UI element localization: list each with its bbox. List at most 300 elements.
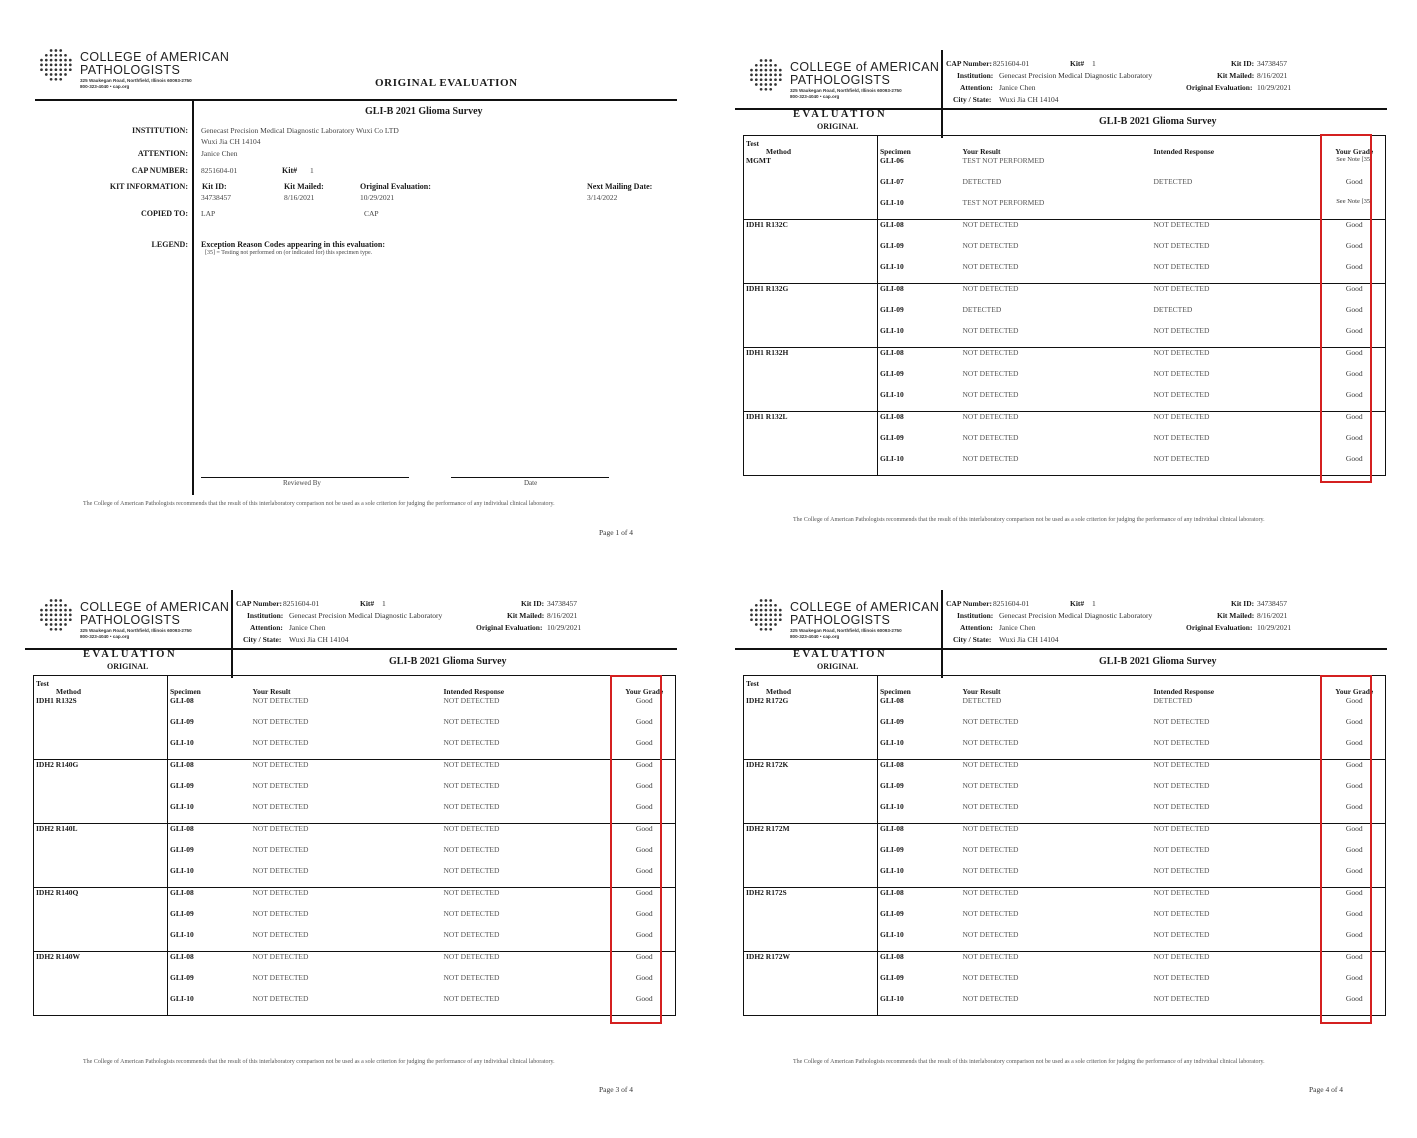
method-cell [744, 177, 878, 198]
grade-highlight-box [610, 675, 662, 1024]
page-3 [25, 590, 685, 1138]
method-cell [744, 198, 878, 220]
logo-dot [69, 68, 72, 71]
table-row [34, 802, 676, 824]
logo-dot [760, 618, 763, 621]
logo-dot [55, 609, 58, 612]
logo-dot [55, 628, 58, 631]
specimen-cell: GLI-10 [878, 390, 955, 412]
kit-id-value: 34738457 [201, 193, 231, 202]
grade-cell: Good [635, 696, 653, 705]
logo-dot [769, 78, 772, 81]
logo-dot [755, 83, 758, 86]
logo-dot [50, 73, 53, 76]
method-cell: IDH2 R172M [744, 824, 878, 846]
result-cell: NOT DETECTED [962, 781, 1019, 790]
logo-dot [760, 78, 763, 81]
logo-dot [774, 609, 777, 612]
intended-cell: NOT DETECTED [443, 717, 500, 726]
logo-dot [55, 68, 58, 71]
specimen-cell: GLI-09 [878, 305, 955, 326]
cap-number-value: 8251604-01 [993, 59, 1030, 68]
page-2 [735, 50, 1395, 598]
city-state-value: Wuxi Jia CH 14104 [289, 635, 349, 644]
result-cell: NOT DETECTED [252, 930, 309, 939]
logo-name-line2: PATHOLOGISTS [80, 63, 181, 77]
intended-cell: NOT DETECTED [1153, 262, 1210, 271]
intended-cell: NOT DETECTED [1152, 220, 1324, 242]
intended-cell: NOT DETECTED [442, 952, 614, 974]
method-cell [744, 262, 878, 284]
grade-cell: Good [1324, 760, 1386, 782]
method-cell [34, 781, 168, 802]
original-subtitle: ORIGINAL [817, 122, 859, 131]
specimen-cell: GLI-08 [878, 760, 955, 782]
logo-dot [765, 614, 768, 617]
method-cell [744, 973, 878, 994]
city-state-label: City / State: [953, 95, 992, 104]
page-title: ORIGINAL EVALUATION [375, 77, 518, 89]
method-cell: IDH2 R140G [34, 760, 168, 782]
table-row [34, 930, 676, 952]
logo-dot [55, 49, 58, 52]
header-divider [231, 590, 233, 678]
table-row [744, 305, 1386, 326]
institution-label: Institution: [957, 611, 994, 620]
logo-dot [765, 69, 768, 72]
next-mailing-label: Next Mailing Date: [587, 182, 653, 191]
specimen-cell: GLI-08 [878, 952, 955, 974]
logo-dot [50, 49, 53, 52]
results-table [33, 675, 676, 1016]
grade-cell: Good [1345, 973, 1363, 982]
logo-dot [59, 614, 62, 617]
table-row [744, 717, 1386, 738]
col-your-result: Your Result [252, 687, 291, 696]
results-table [743, 135, 1386, 476]
intended-cell: NOT DETECTED [443, 866, 500, 875]
table-row [744, 284, 1386, 306]
specimen-cell: GLI-08 [168, 696, 245, 717]
specimen-cell: GLI-09 [878, 433, 955, 454]
table-row [744, 781, 1386, 802]
result-cell: TEST NOT PERFORMED [962, 198, 1045, 207]
original-evaluation-label: Original Evaluation: [1186, 83, 1253, 92]
result-cell: NOT DETECTED [962, 241, 1019, 250]
result-cell: NOT DETECTED [252, 717, 309, 726]
intended-cell: NOT DETECTED [1153, 454, 1210, 463]
logo-dot [59, 609, 62, 612]
survey-title: GLI-B 2021 Glioma Survey [1099, 656, 1217, 667]
specimen-cell: GLI-10 [878, 930, 955, 952]
grade-cell: See Note [35] [1336, 198, 1373, 205]
intended-cell: NOT DETECTED [1153, 717, 1210, 726]
grade-cell: Good [1345, 781, 1363, 790]
institution-value: Genecast Precision Medical Diagnostic Laboratory [289, 611, 443, 620]
address-line1: 325 Waukegan Road, Northfield, Illinois 60093-2750 [80, 78, 192, 83]
logo-dot [45, 68, 48, 71]
col-your-grade: Your Grade [1335, 147, 1374, 156]
logo-dot [55, 599, 58, 602]
logo-dot [765, 623, 768, 626]
table-row [744, 262, 1386, 284]
legend-title: Exception Reason Codes appearing in this evaluation: [201, 240, 386, 249]
table-row [34, 760, 676, 782]
original-subtitle: ORIGINAL [817, 662, 859, 671]
specimen-cell: GLI-09 [878, 369, 955, 390]
logo-dot [755, 614, 758, 617]
logo-dot [55, 54, 58, 57]
specimen-cell: GLI-09 [168, 845, 245, 866]
kit-id-value: 34738457 [1257, 59, 1287, 68]
legend-item: [35] = Testing not performed on (or indicated for) this specimen type. [205, 250, 373, 256]
kit-mailed-value: 8/16/2021 [547, 611, 578, 620]
logo-address [80, 628, 192, 640]
logo-dot [50, 59, 53, 62]
survey-title: GLI-B 2021 Glioma Survey [389, 656, 507, 667]
logo-name-line1: COLLEGE of AMERICAN [790, 60, 940, 74]
intended-cell: NOT DETECTED [443, 930, 500, 939]
original-subtitle: ORIGINAL [107, 662, 149, 671]
logo-name-line2: PATHOLOGISTS [80, 613, 181, 627]
logo-dot [40, 618, 43, 621]
table-row [34, 866, 676, 888]
logo-dot [769, 628, 772, 631]
col-intended-response: Intended Response [443, 687, 505, 696]
logo-dot [55, 64, 58, 67]
logo-dot [64, 609, 67, 612]
specimen-cell: GLI-09 [168, 973, 245, 994]
intended-cell: NOT DETECTED [1152, 760, 1324, 782]
col-your-grade: Your Grade [1335, 687, 1374, 696]
logo-dot [59, 78, 62, 81]
logo-dot [45, 609, 48, 612]
result-cell: NOT DETECTED [955, 412, 1152, 434]
address-line1: 325 Waukegan Road, Northfield, Illinois 60093-2750 [790, 628, 902, 633]
header-rule [35, 99, 677, 101]
col-intended-response: Intended Response [1153, 147, 1215, 156]
logo-dot [755, 609, 758, 612]
col-method-label: Method [766, 687, 791, 696]
logo-dot [64, 604, 67, 607]
address-line2: 800-323-4040 • cap.org [80, 634, 130, 639]
logo-dot [59, 68, 62, 71]
logo-dot [779, 74, 782, 77]
table-row [34, 717, 676, 738]
table-row [34, 845, 676, 866]
specimen-cell: GLI-09 [878, 241, 955, 262]
table-row [34, 909, 676, 930]
intended-cell: NOT DETECTED [1153, 802, 1210, 811]
specimen-cell: GLI-08 [878, 348, 955, 370]
intended-cell: DETECTED [1153, 177, 1193, 186]
page-number: Page 1 of 4 [599, 528, 633, 537]
copied-to-cap: CAP [364, 209, 379, 218]
logo-dot [64, 623, 67, 626]
logo-dot [59, 64, 62, 67]
logo-dot [760, 599, 763, 602]
logo-dot [64, 64, 67, 67]
grade-cell: Good [635, 909, 653, 918]
logo-name-line1: COLLEGE of AMERICAN [80, 600, 230, 614]
result-cell: DETECTED [962, 696, 1002, 705]
table-row [34, 994, 676, 1016]
specimen-cell: GLI-09 [878, 909, 955, 930]
original-evaluation-value: 10/29/2021 [1257, 623, 1292, 632]
result-cell: NOT DETECTED [962, 994, 1019, 1003]
kit-mailed-label: Kit Mailed: [284, 182, 324, 191]
col-test-method [744, 676, 878, 697]
address-line1: 325 Waukegan Road, Northfield, Illinois 60093-2750 [790, 88, 902, 93]
logo-dot [69, 64, 72, 67]
attention-label: Attention: [960, 623, 993, 632]
kit-label: Kit# [1070, 59, 1085, 68]
method-cell: IDH2 R172K [744, 760, 878, 782]
intended-cell: NOT DETECTED [1153, 973, 1210, 982]
page-4 [735, 590, 1395, 1138]
logo-dot [769, 59, 772, 62]
logo-dot [750, 614, 753, 617]
logo-dot [55, 59, 58, 62]
logo-dot [50, 609, 53, 612]
logo-name-line2: PATHOLOGISTS [790, 613, 891, 627]
specimen-cell: GLI-08 [878, 220, 955, 242]
intended-cell: NOT DETECTED [1153, 909, 1210, 918]
specimen-cell: GLI-10 [878, 738, 955, 760]
logo-dot [50, 64, 53, 67]
cap-number-value: 8251604-01 [201, 166, 238, 175]
logo-dot [40, 64, 43, 67]
grade-cell: Good [1324, 952, 1386, 974]
logo-dot [765, 599, 768, 602]
method-cell: IDH2 R172G [746, 696, 789, 705]
col-specimen: Specimen [168, 676, 245, 697]
logo-dot [750, 618, 753, 621]
intended-cell: NOT DETECTED [1153, 369, 1210, 378]
grade-cell: Good [614, 824, 676, 846]
col-specimen: Specimen [878, 676, 955, 697]
disclaimer: The College of American Pathologists recommends that the result of this interlaboratory comparison not be used as a sole criterion for judging the performance of any individual clinical laboratory. [793, 1059, 1265, 1065]
specimen-cell: GLI-10 [878, 802, 955, 824]
evaluation-title: EVALUATION [83, 649, 178, 660]
logo-dot [769, 83, 772, 86]
logo-dot [55, 614, 58, 617]
logo-dot [774, 74, 777, 77]
evaluation-title: EVALUATION [793, 649, 888, 660]
logo-dot [40, 59, 43, 62]
grade-cell: Good [1324, 412, 1386, 434]
result-cell: NOT DETECTED [955, 348, 1152, 370]
specimen-cell: GLI-10 [878, 994, 955, 1016]
logo-dot [760, 59, 763, 62]
cap-logo [749, 598, 949, 642]
kit-mailed-label: Kit Mailed: [507, 611, 545, 620]
city-state-value: Wuxi Jia CH 14104 [999, 635, 1059, 644]
intended-cell: NOT DETECTED [1153, 845, 1210, 854]
logo-dot [774, 623, 777, 626]
logo-dot [760, 64, 763, 67]
address-line1: 325 Waukegan Road, Northfield, Illinois 60093-2750 [80, 628, 192, 633]
table-header-row [34, 676, 676, 697]
kit-label: Kit# [1070, 599, 1085, 608]
page-number: Page 3 of 4 [599, 1085, 633, 1094]
grade-cell: Good [635, 717, 653, 726]
result-cell: NOT DETECTED [252, 696, 309, 705]
logo-dot [69, 618, 72, 621]
logo-dot [55, 604, 58, 607]
method-cell [744, 433, 878, 454]
logo-dot [760, 614, 763, 617]
intended-cell: NOT DETECTED [1152, 824, 1324, 846]
logo-address [790, 88, 902, 100]
logo-dot [64, 618, 67, 621]
method-cell: IDH2 R172W [744, 952, 878, 974]
disclaimer: The College of American Pathologists recommends that the result of this interlaboratory comparison not be used as a sole criterion for judging the performance of any individual clinical laboratory. [793, 517, 1265, 523]
kit-id-value: 34738457 [1257, 599, 1287, 608]
kit-mailed-label: Kit Mailed: [1217, 611, 1255, 620]
grade-cell: Good [1345, 369, 1363, 378]
grade-cell: Good [1345, 177, 1363, 186]
logo-dot [760, 623, 763, 626]
grade-cell: Good [1345, 433, 1363, 442]
specimen-cell: GLI-08 [168, 760, 245, 782]
logo-dot [50, 628, 53, 631]
logo-dot [765, 88, 768, 91]
grade-cell: Good [1324, 824, 1386, 846]
table-row [34, 781, 676, 802]
result-cell: NOT DETECTED [245, 888, 442, 910]
institution-line2: Wuxi Jia CH 14104 [201, 137, 261, 146]
result-cell: NOT DETECTED [252, 866, 309, 875]
logo-name-line1: COLLEGE of AMERICAN [80, 50, 230, 64]
logo-dot [779, 78, 782, 81]
kit-label: Kit# [282, 166, 298, 175]
logo-address [80, 78, 192, 90]
table-row [744, 198, 1386, 220]
kit-label: Kit# [360, 599, 375, 608]
method-cell: IDH1 R132L [744, 412, 878, 434]
specimen-cell: GLI-09 [168, 781, 245, 802]
cap-number-label: CAP Number: [236, 599, 283, 608]
logo-dot [769, 618, 772, 621]
specimen-cell: GLI-09 [878, 717, 955, 738]
intended-cell: NOT DETECTED [1152, 348, 1324, 370]
logo-dot [45, 64, 48, 67]
city-state-label: City / State: [243, 635, 282, 644]
result-cell: NOT DETECTED [252, 845, 309, 854]
result-cell: NOT DETECTED [962, 802, 1019, 811]
result-cell: TEST NOT PERFORMED [962, 156, 1045, 165]
method-cell [34, 717, 168, 738]
logo-dot [779, 618, 782, 621]
specimen-cell: GLI-08 [878, 696, 955, 717]
logo-dot [765, 59, 768, 62]
kit-id-label: Kit ID: [1231, 599, 1255, 608]
logo-dot [779, 69, 782, 72]
header-divider [941, 50, 943, 138]
results-table [743, 675, 1386, 1016]
grade-cell: Good [1324, 888, 1386, 910]
intended-cell: NOT DETECTED [1153, 390, 1210, 399]
result-cell: NOT DETECTED [245, 952, 442, 974]
result-cell: NOT DETECTED [955, 888, 1152, 910]
intended-cell: NOT DETECTED [443, 994, 500, 1003]
table-row [744, 994, 1386, 1016]
grade-cell: Good [635, 866, 653, 875]
logo-dot [45, 59, 48, 62]
result-cell: NOT DETECTED [962, 845, 1019, 854]
logo-dot [765, 78, 768, 81]
result-cell: NOT DETECTED [252, 781, 309, 790]
table-row [744, 454, 1386, 476]
address-line2: 800-323-4040 • cap.org [80, 84, 130, 89]
logo-dot [40, 609, 43, 612]
intended-cell: NOT DETECTED [442, 824, 614, 846]
logo-dot [779, 614, 782, 617]
method-cell: IDH2 R172S [744, 888, 878, 910]
result-cell: NOT DETECTED [252, 909, 309, 918]
grade-cell: Good [1324, 348, 1386, 370]
specimen-cell: GLI-10 [878, 866, 955, 888]
result-cell: NOT DETECTED [962, 390, 1019, 399]
specimen-cell: GLI-06 [878, 156, 955, 177]
intended-cell: NOT DETECTED [443, 696, 500, 705]
kit-number: 1 [310, 166, 314, 175]
specimen-cell: GLI-09 [878, 781, 955, 802]
specimen-cell: GLI-08 [878, 412, 955, 434]
logo-dot [59, 49, 62, 52]
cap-logo-dots-icon [749, 58, 783, 92]
result-cell: NOT DETECTED [962, 738, 1019, 747]
logo-dot [765, 628, 768, 631]
grade-cell: Good [1345, 909, 1363, 918]
result-cell: NOT DETECTED [962, 866, 1019, 875]
method-cell [744, 866, 878, 888]
logo-dot [755, 74, 758, 77]
kit-mailed-value: 8/16/2021 [1257, 71, 1288, 80]
cap-number-value: 8251604-01 [283, 599, 320, 608]
result-cell: NOT DETECTED [955, 760, 1152, 782]
next-mailing-value: 3/14/2022 [587, 193, 618, 202]
cap-logo [39, 48, 239, 92]
intended-cell: NOT DETECTED [1152, 888, 1324, 910]
table-row [744, 369, 1386, 390]
cap-number-label: CAP Number: [946, 599, 993, 608]
grade-cell: See Note [35] [1336, 156, 1373, 163]
col-your-grade: Your Grade [625, 687, 664, 696]
result-cell: NOT DETECTED [245, 824, 442, 846]
table-row [744, 824, 1386, 846]
table-row [744, 326, 1386, 348]
logo-dot [55, 618, 58, 621]
logo-name-line1: COLLEGE of AMERICAN [790, 600, 940, 614]
intended-cell: NOT DETECTED [443, 781, 500, 790]
result-cell: NOT DETECTED [955, 220, 1152, 242]
grade-cell: Good [614, 952, 676, 974]
city-state-value: Wuxi Jia CH 14104 [999, 95, 1059, 104]
specimen-cell: GLI-10 [168, 866, 245, 888]
intended-cell: NOT DETECTED [1153, 326, 1210, 335]
table-header-row [744, 136, 1386, 157]
method-cell [34, 994, 168, 1016]
method-cell: IDH2 R140Q [34, 888, 168, 910]
logo-dot [760, 69, 763, 72]
date-label: Date [524, 479, 538, 487]
logo-dot [50, 599, 53, 602]
method-cell [744, 454, 878, 476]
intended-cell: NOT DETECTED [1152, 952, 1324, 974]
result-cell: NOT DETECTED [962, 973, 1019, 982]
